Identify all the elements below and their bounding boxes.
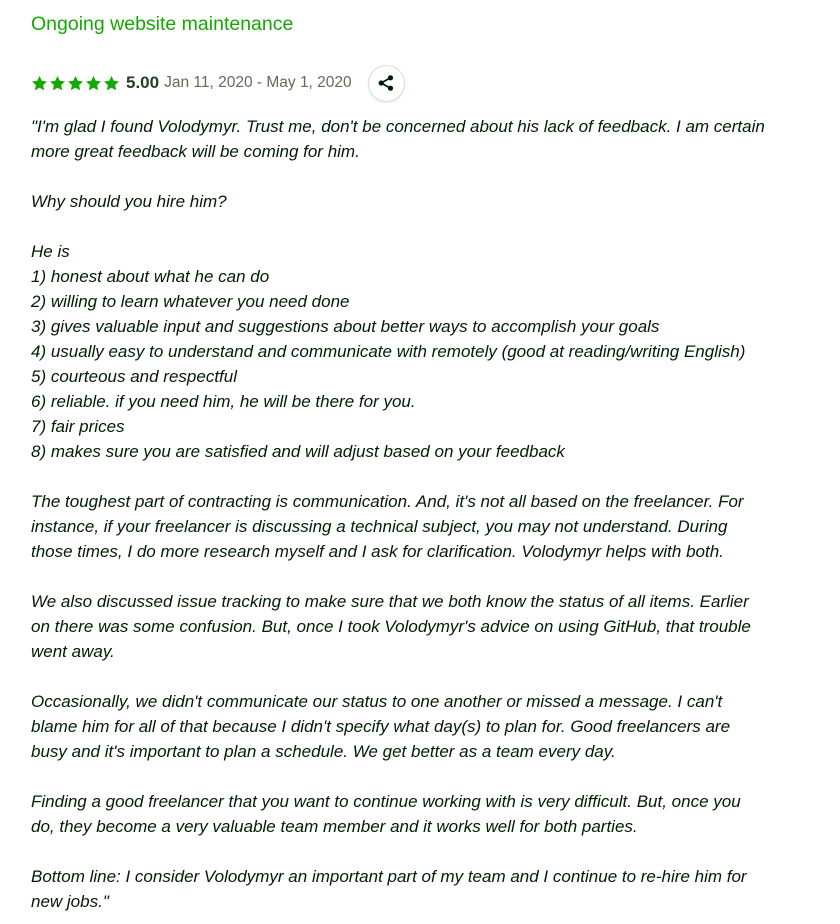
paragraph-gap — [31, 164, 831, 189]
review-line: those times, I do more research myself and I ask for clarification. Volodymyr helps with both. — [31, 542, 724, 561]
review-line: 1) honest about what he can do — [31, 267, 270, 286]
review-line: He is — [31, 242, 70, 261]
review-paragraph — [31, 114, 831, 164]
review-paragraph — [31, 239, 831, 464]
review-paragraph — [31, 864, 831, 914]
star-icon — [49, 75, 66, 92]
review-paragraph — [31, 589, 831, 664]
review-paragraph — [31, 489, 831, 564]
review-text — [31, 114, 831, 914]
review-line: went away. — [31, 642, 115, 661]
review-line: busy and it's important to plan a schedule. We get better as a team every day. — [31, 742, 616, 761]
review-paragraph — [31, 189, 831, 214]
review-line: on there was some confusion. But, once I took Volodymyr's advice on using GitHub, that trouble — [31, 617, 751, 636]
review-line: Why should you hire him? — [31, 192, 227, 211]
review-line: 2) willing to learn whatever you need done — [31, 292, 350, 311]
paragraph-gap — [31, 464, 831, 489]
review-line: blame him for all of that because I didn't specify what day(s) to plan for. Good freelancers are — [31, 717, 731, 736]
star-icon — [85, 75, 102, 92]
review-line: Occasionally, we didn't communicate our status to one another or missed a message. I can't — [31, 692, 723, 711]
review-line: more great feedback will be coming for him. — [31, 142, 360, 161]
review-paragraph — [31, 689, 831, 764]
paragraph-gap — [31, 214, 831, 239]
review-line: 5) courteous and respectful — [31, 367, 238, 386]
review-line: Finding a good freelancer that you want to continue working with is very difficult. But, once you — [31, 792, 741, 811]
review-line: The toughest part of contracting is communication. And, it's not all based on the freelancer. For — [31, 492, 744, 511]
job-title-link[interactable]: Ongoing website maintenance — [31, 13, 294, 35]
review-meta-row — [31, 64, 405, 102]
share-icon — [377, 74, 395, 92]
review-line: do, they become a very valuable team member and it works well for both parties. — [31, 817, 638, 836]
review-line: "I'm glad I found Volodymyr. Trust me, don't be concerned about his lack of feedback. I am certain — [31, 117, 765, 136]
review-line: We also discussed issue tracking to make sure that we both know the status of all items. Earlier — [31, 592, 749, 611]
review-line: 6) reliable. if you need him, he will be there for you. — [31, 392, 416, 411]
paragraph-gap — [31, 564, 831, 589]
share-button[interactable] — [368, 65, 405, 102]
review-line: instance, if your freelancer is discussing a technical subject, you may not understand. During — [31, 517, 728, 536]
star-icon — [31, 75, 48, 92]
review-line: 8) makes sure you are satisfied and will adjust based on your feedback — [31, 442, 565, 461]
star-rating — [31, 75, 120, 92]
review-line: new jobs." — [31, 892, 109, 911]
contract-date-range: Jan 11, 2020 - May 1, 2020 — [164, 74, 352, 91]
review-line: 3) gives valuable input and suggestions about better ways to accomplish your goals — [31, 317, 660, 336]
review-line: 7) fair prices — [31, 417, 125, 436]
star-icon — [103, 75, 120, 92]
review-line: Bottom line: I consider Volodymyr an important part of my team and I continue to re-hire him for — [31, 867, 747, 886]
paragraph-gap — [31, 764, 831, 789]
rating-score: 5.00 — [126, 73, 160, 92]
review-paragraph — [31, 789, 831, 839]
star-icon — [67, 75, 84, 92]
paragraph-gap — [31, 664, 831, 689]
paragraph-gap — [31, 839, 831, 864]
review-line: 4) usually easy to understand and communicate with remotely (good at reading/writing English) — [31, 342, 746, 361]
